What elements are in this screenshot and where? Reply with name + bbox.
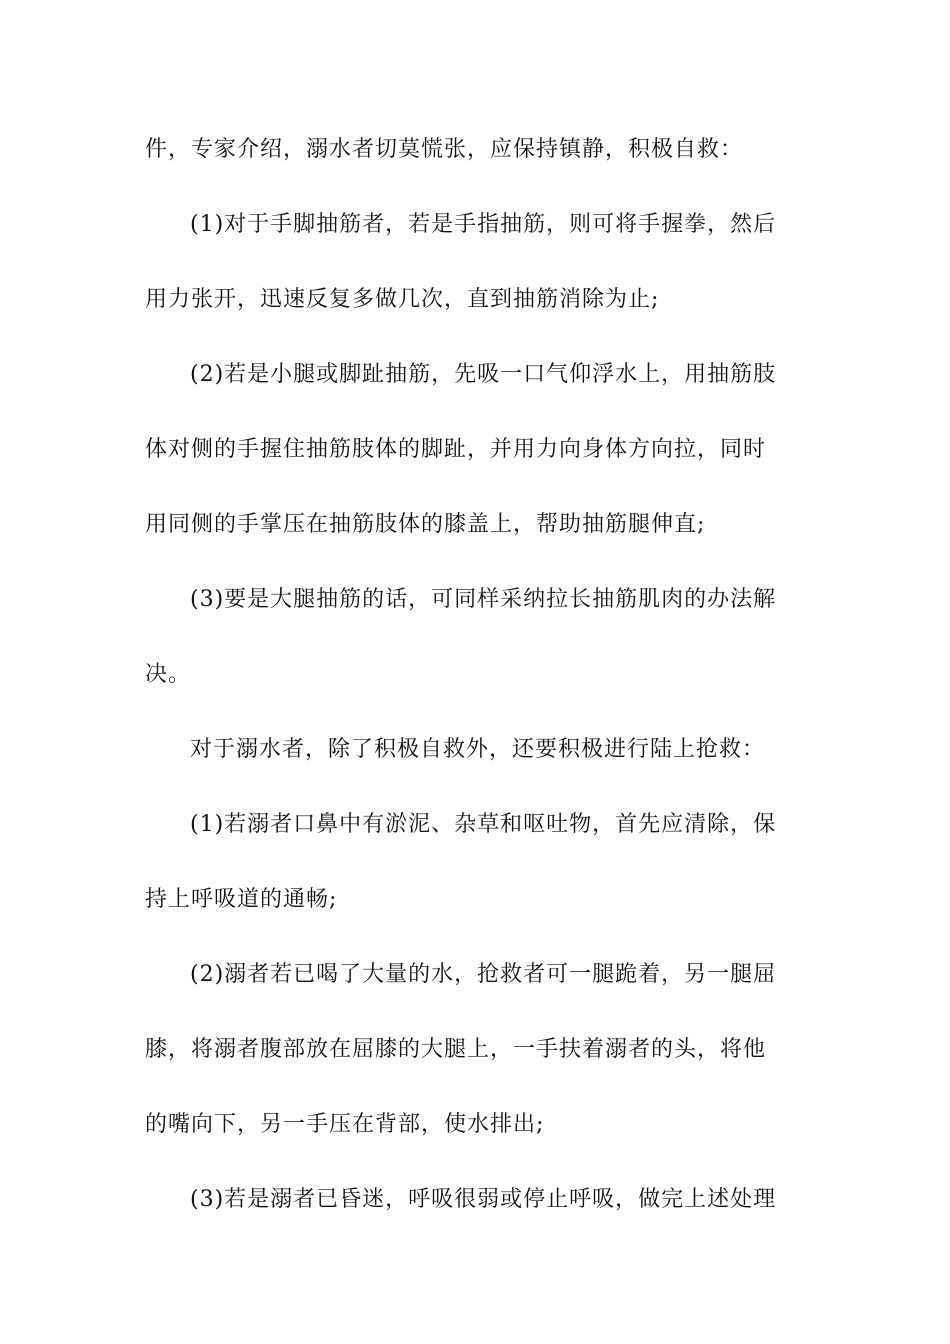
text-line: (2)若是小腿或脚趾抽筋，先吸一口气仰浮水上，用抽筋肢: [190, 362, 777, 387]
text-line: 的嘴向下，另一手压在背部，使水排出;: [145, 1112, 545, 1137]
text-line: 决。: [145, 662, 192, 687]
text-line: 用同侧的手掌压在抽筋肢体的膝盖上，帮助抽筋腿伸直;: [145, 512, 706, 537]
text-line: (2)溺者若已喝了大量的水，抢救者可一腿跪着，另一腿屈: [190, 962, 777, 987]
text-line: 件，专家介绍，溺水者切莫慌张，应保持镇静，积极自救：: [145, 137, 744, 162]
text-line: 对于溺水者，除了积极自救外，还要积极进行陆上抢救：: [190, 737, 766, 762]
text-line: (3)要是大腿抽筋的话，可同样采纳拉长抽筋肌肉的办法解: [190, 587, 777, 612]
text-line: (3)若是溺者已昏迷，呼吸很弱或停止呼吸，做完上述处理: [190, 1187, 777, 1212]
text-line: 用力张开，迅速反复多做几次，直到抽筋消除为止;: [145, 287, 660, 312]
text-line: (1)若溺者口鼻中有淤泥、杂草和呕吐物，首先应清除，保: [190, 812, 777, 837]
text-line: (1)对于手脚抽筋者，若是手指抽筋，则可将手握拳，然后: [190, 212, 777, 237]
text-line: 体对侧的手握住抽筋肢体的脚趾，并用力向身体方向拉，同时: [145, 437, 767, 462]
text-line: 膝，将溺者腹部放在屈膝的大腿上，一手扶着溺者的头，将他: [145, 1037, 767, 1062]
text-line: 持上呼吸道的通畅;: [145, 887, 338, 912]
